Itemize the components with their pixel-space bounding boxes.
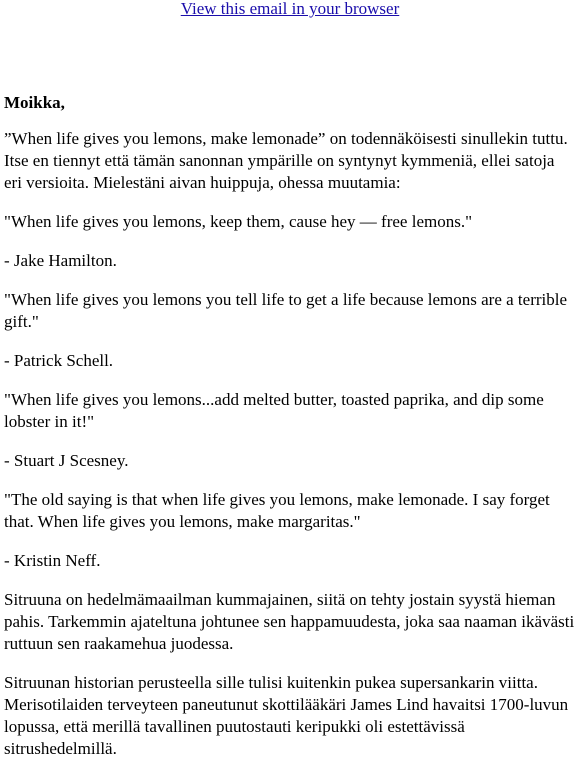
greeting: Moikka, (4, 93, 65, 112)
lemon-paragraph: Sitruuna on hedelmämaailman kummajainen, siitä on tehty jostain syystä hieman pahis. Tarkemmin ajateltuna johtunee sen happamuudesta, joka saa naaman ikävästi ruttuun sen raakamehua juodessa. (4, 590, 575, 653)
quote-4: "The old saying is that when life gives you lemons, make lemonade. I say forget that. When life gives you lemons, make margaritas." (4, 490, 550, 531)
view-in-browser-link[interactable]: View this email in your browser (180, 0, 400, 18)
email-body (4, 88, 576, 777)
history-paragraph: Sitruunan historian perusteella sille tulisi kuitenkin pukea supersankarin viitta. Merisotilaiden terveyteen paneutunut skottilääkäri James Lind havaitsi 1700-luvun lopussa, että merillä tavallinen puutostauti keripukki oli estettävissä sitrushedelmillä. (4, 673, 569, 758)
quote-2: "When life gives you lemons you tell life to get a life because lemons are a terrible gift." (4, 290, 568, 331)
quote-3-author: - Stuart J Scesney. (4, 451, 129, 470)
quote-1: "When life gives you lemons, keep them, cause hey — free lemons." (4, 212, 473, 231)
quote-3: "When life gives you lemons...add melted butter, toasted paprika, and dip some lobster in it!" (4, 390, 544, 431)
quote-1-author: - Jake Hamilton. (4, 251, 117, 270)
quote-4-author: - Kristin Neff. (4, 551, 101, 570)
quote-2-author: - Patrick Schell. (4, 351, 114, 370)
email-header (0, 0, 580, 20)
intro-paragraph: ”When life gives you lemons, make lemonade” on todennäköisesti sinullekin tuttu. Itse en tiennyt että tämän sanonnan ympärille on syntynyt kymmeniä, ellei satoja eri versioita. Mielestäni aivan huippuja, ohessa muutamia: (4, 129, 568, 192)
